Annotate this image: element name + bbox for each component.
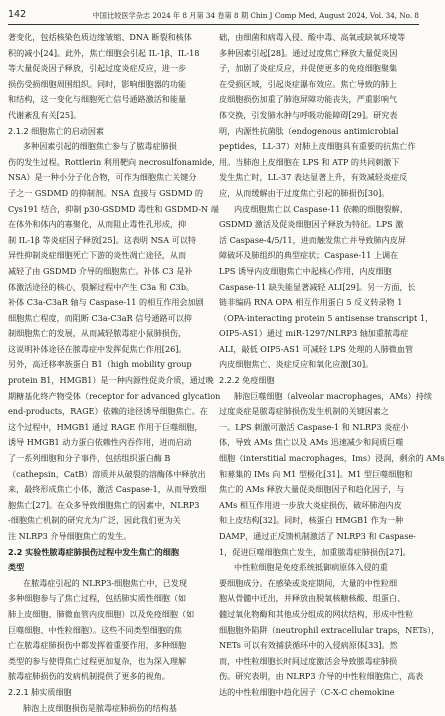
text-line: 类型的参与使得焦亡过程更加复杂，也为深入理解: [8, 655, 187, 666]
text-line: 活 Caspase-4/5/11，进而触发焦亡并导致肺内皮屏: [219, 234, 406, 245]
text-line: OIP5-AS1）通过 miR-1297/NLRP3 轴加重脓毒症: [219, 328, 409, 339]
text-line: 焦亡的 AMs 释放大量促炎细胞因子和趋化因子，与: [219, 484, 405, 495]
section-heading: 2.2.1 肺实质细胞: [8, 686, 72, 697]
text-line: 损伤受损细胞周围组织。同时，影响细胞器的功能: [8, 78, 187, 89]
text-line: 积的减小[24]。此外，焦亡细胞会引起 IL-1β、IL-18: [8, 47, 200, 58]
text-line: 和上皮结构[32]。同时，核蛋白 HMGB1 作为一种: [219, 515, 404, 526]
text-line: 髓过氧化物酶和其他成分组成的网状结构，形成中性粒: [219, 608, 414, 619]
text-line: 等大量促炎因子释放，引起过度炎症反应，进一步: [8, 63, 187, 74]
section-heading: 2.1.2 细胞焦亡的启动因素: [8, 125, 105, 136]
text-line: 肺上皮细胞、肺微血管内皮细胞）以及免疫细胞（如: [8, 608, 195, 619]
text-line: 皮细胞损伤加重了肺泡屏障功能丧失，严重影响气: [219, 94, 398, 105]
text-line: 补体 C3a-C3aR 轴与 Caspase-11 的相互作用会加剧: [8, 297, 204, 308]
text-line: DAMP，通过正反馈机制激活了 NLRP3 和 Caspase-: [219, 531, 416, 541]
text-line: 细胞胞外陷阱（neutrophil extracellular traps，NETs），: [219, 624, 440, 635]
text-line: 而，中性粒细胞长时间过度激活会导致脓毒症肺损: [219, 655, 398, 666]
text-line: 多种因素引起[28]。通过过度焦亡释放大量促炎因: [219, 47, 398, 58]
text-line: （cathepsin，CatB）溶质并从破裂的溶酶体中释放出: [8, 468, 206, 479]
text-line: 巨噬细胞、中性粒细胞）。这些不同类型细胞的焦: [8, 624, 183, 635]
section-heading: 类型: [8, 562, 25, 573]
text-line: AMs 相互作用进一步放大炎症损伤，破坏肺泡内皮: [219, 499, 402, 510]
text-line: peptides，LL-37）对肺上皮细胞具有重要的抗焦亡作: [219, 141, 416, 152]
text-line: 在脓毒症引起的 NLRP3-细胞焦亡中，已发现: [23, 577, 187, 588]
text-line: 异性抑制炎症细胞死亡下游的炎性凋亡途径，从而: [8, 250, 187, 261]
text-line: end-products，RAGE）依赖的途径诱导细胞焦亡。在: [8, 406, 208, 417]
section-heading: 2.2 实验性脓毒症肺损伤过程中发生焦亡的细胞: [8, 546, 179, 557]
text-line: 链非编码 RNA OPA 相互作用蛋白 5 反义转录物 1: [219, 297, 403, 308]
text-line: 制细胞焦亡的发展，从而减轻脓毒症小鼠肺损伤，: [8, 328, 187, 339]
text-line: Cys191 结合，抑制 p30-GSDMD 毒性和 GSDMD-N 端: [8, 203, 219, 214]
text-line: 1，促进巨噬细胞焦亡发生，加重脓毒症肺损伤[27]。: [219, 546, 411, 557]
text-line: 细胞（interstitial macrophages，Ims）浸润，剩余的 AMs: [219, 453, 445, 464]
text-line: 期糖基化终产物受体（receptor for advanced glycation: [8, 390, 221, 401]
text-line: 伤的发生过程。Rottlerin 利用靶向 necrosulfonamide,: [8, 156, 215, 167]
text-line: Caspase-11 缺失能显著减轻 ALI[29]。另一方面，长: [219, 281, 416, 292]
text-line: 一。LPS 刺激可激活 Caspase-1 和 NLRP3 炎症小: [219, 421, 409, 432]
text-line: 多种细胞参与了焦亡过程，包括肺实质性细胞（如: [8, 593, 187, 604]
text-line: 注 NLRP3 介导细胞焦亡的发生。: [8, 531, 132, 541]
text-line: 内皮细胞焦亡、炎症反应和氧化应激[30]。: [219, 359, 374, 370]
text-line: 在受损区域，引起炎症瀑布效应。焦亡导致的肺上: [219, 78, 398, 89]
text-line: 制 IL-1β 等炎症因子释放[25]。这表明 NSA 可以特: [8, 234, 196, 245]
text-line: 肺泡上皮细胞损伤是脓毒症肺损伤的结构基: [23, 702, 177, 713]
text-line: 诱导 HMGB1 动力蛋白依赖性内吞作用，进而启动: [8, 437, 192, 448]
text-line: 多种因素引起的细胞焦亡参与了脓毒症肺损: [23, 141, 177, 152]
text-line: 障破坏及肺组织的典型症状；Caspase-11 上调在: [219, 250, 399, 261]
text-line: protein B1，HMGB1）是一种内源性促炎介质，通过晚: [8, 375, 214, 386]
text-line: 和结构，这一变化与细胞死亡信号通路激活和能量: [8, 94, 187, 105]
text-line: 著变化，包括核染色质边缘皱缩、DNA 断裂和核体: [8, 32, 192, 42]
right-column: [219, 30, 445, 701]
text-line: 肺泡巨噬细胞（alveolar macrophages，AMs）持续: [234, 390, 432, 401]
text-line: 应，从而缓解由于过度焦亡引起的肺损伤[30]。: [219, 187, 390, 198]
text-line: 体，导致 AMs 焦亡以及 AMs 迅速减少和间质巨噬: [219, 437, 404, 448]
text-line: 减轻了由 GSDMD 介导的细胞焦亡。补体 C3 是补: [8, 265, 193, 276]
text-line: GSDMD 激活及促炎细胞因子释放为特征。LPS 激: [219, 219, 404, 230]
left-column: [8, 30, 221, 716]
text-line: 代谢紊乱有关[25]。: [8, 109, 82, 120]
journal-citation: 中国比较医学杂志 2024 年 8 月第 34 卷第 8 期 Chin J Comp Med, August 2024, Vol. 34, No. 8: [92, 11, 419, 20]
text-line: 达的中性粒细胞中趋化因子（C-X-C chemokine: [219, 686, 395, 697]
text-line: 子，加剧了炎症反应，并促使更多的免疫细胞聚集: [219, 63, 398, 74]
text-line: 内皮细胞焦亡以 Caspase-11 依赖的细胞裂解、: [234, 203, 408, 214]
text-line: 明，内源性抗菌肽（endogenous antimicrobial: [219, 125, 399, 136]
text-line: 了一系列细胞和分子事件，包括组织蛋白酶 B: [8, 453, 171, 464]
text-line: 体交换，引发肺水肿与呼吸功能障碍[29]。研究表: [219, 109, 398, 120]
text-line: 发生焦亡时，LL-37 表达显著上升，有效减轻炎症反: [219, 172, 408, 183]
text-line: NETs 可以有效捕获循环中的入侵病原体[33]。然: [219, 640, 398, 651]
text-line: LPS 诱导内皮细胞焦亡中起核心作用，内皮细胞: [219, 265, 392, 276]
running-header: [8, 6, 419, 25]
text-line: 亡在脓毒症肺损伤中都发挥着重要作用，多种细胞: [8, 640, 187, 651]
text-line: 要细胞成分。在感染或炎症期间，大量的中性粒细: [219, 577, 398, 588]
text-line: 子之一 GSDMD 的抑制剂。NSA 直接与 GSDMD 的: [8, 187, 204, 198]
text-line: 细胞焦亡程度，而阻断 C3a-C3aR 信号通路可以抑: [8, 312, 192, 323]
text-line: 胞从骨髓中迁出，并释放由脱氧核糖核酸、组蛋白、: [219, 593, 406, 604]
section-heading: 2.2.2 免疫细胞: [219, 375, 275, 386]
text-line: ALI，敲低 OIP5-AS1 可减轻 LPS 处理的人肺微血管: [219, 343, 414, 354]
text-line: 础，由细菌和病毒入侵、酸中毒、高氧或缺氧环境等: [219, 32, 406, 42]
text-line: 胞焦亡[27]。在众多导致细胞焦亡的因素中，NLRP3: [8, 499, 200, 510]
text-line: 这说明补体途径在脓毒症中发挥促焦亡作用[26]。: [8, 343, 187, 354]
page-number: 142: [8, 9, 27, 20]
text-line: 脓毒症肺损伤的发病机制提供了更多的视角。: [8, 671, 170, 682]
text-line: （OPA-interacting protein 5 antisense transcript 1，: [219, 312, 434, 323]
text-line: 和募集的 IMs 向 M1 型极化[31]。M1 型巨噬细胞和: [219, 468, 413, 479]
text-line: -细胞焦亡机制的研究尤为广泛，因此我们更为关: [8, 515, 181, 526]
text-line: 过度炎症是脓毒症肺损伤发生机制的关键因素之: [219, 406, 389, 417]
text-line: 这个过程中，HMGB1 通过 RAGE 作用于巨噬细胞，: [8, 421, 203, 432]
text-line: 伤。研究表明，由 NLRP3 介导的中性粒细胞焦亡，高表: [219, 671, 424, 682]
text-line: 在体外和体内的寡聚化，从而阻止毒性孔形成，抑: [8, 219, 187, 230]
text-line: 来，最终形成焦亡小体，激活 Caspase-1，从而导致细: [8, 484, 207, 495]
text-line: NSA）是一种小分子化合物，可作为细胞焦亡关键分: [8, 172, 197, 183]
text-line: 另外，高迁移率族蛋白 B1（high mobility group: [8, 359, 192, 370]
text-line: 中性粒细胞是免疫系统抵御病原体入侵的重: [234, 562, 388, 573]
text-line: 用。当肺泡上皮细胞在 LPS 和 ATP 的共同刺激下: [219, 156, 400, 167]
text-line: 体激活途径的核心，裂解过程中产生 C3a 和 C3b。: [8, 281, 195, 292]
